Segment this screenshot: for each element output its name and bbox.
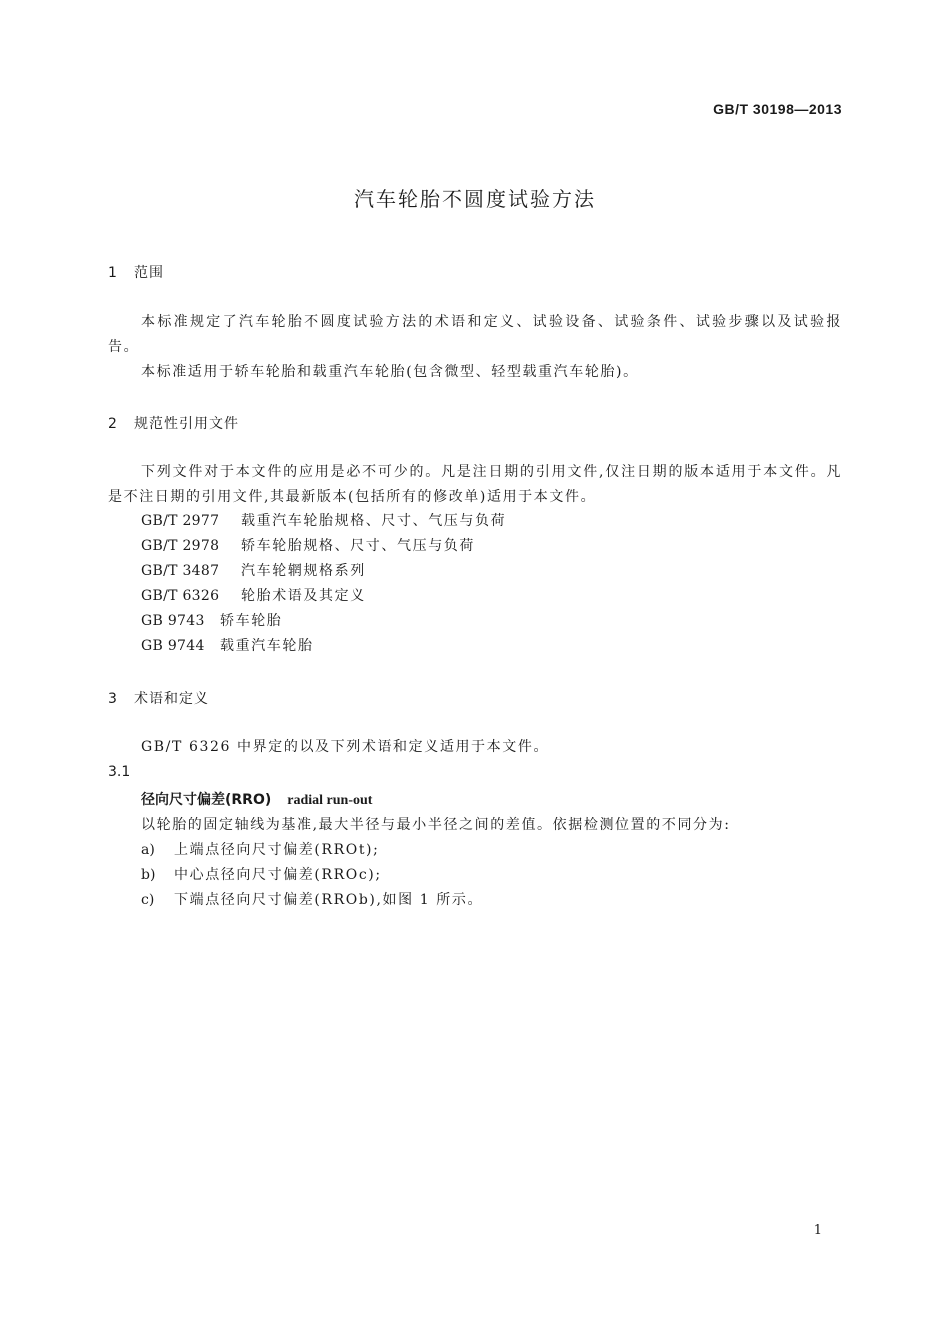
section-1-number: 1: [108, 265, 117, 281]
reference-code: GB/T 3487: [141, 563, 220, 579]
reference-item: [141, 535, 475, 555]
reference-code: GB 9743: [141, 613, 205, 629]
subsection-number: 3.1: [108, 764, 131, 780]
section-3-heading: [108, 688, 209, 708]
term-heading: [141, 789, 372, 809]
section-1-paragraph-1: 本标准规定了汽车轮胎不圆度试验方法的术语和定义、试验设备、试验条件、试验步骤以及试验报告。: [108, 314, 842, 355]
document-title: 汽车轮胎不圆度试验方法: [354, 187, 596, 211]
list-text: 中心点径向尺寸偏差(RROc);: [174, 867, 382, 883]
reference-code: GB/T 2978: [141, 538, 220, 554]
reference-code: GB/T 2977: [141, 513, 220, 529]
list-marker: a): [141, 842, 155, 858]
reference-item: [141, 610, 282, 630]
section-3-intro: GB/T 6326 中界定的以及下列术语和定义适用于本文件。: [141, 739, 550, 755]
term-chinese: 径向尺寸偏差(RRO): [141, 792, 272, 808]
reference-code: GB/T 6326: [141, 588, 220, 604]
term-definition: 以轮胎的固定轴线为基准,最大半径与最小半径之间的差值。依据检测位置的不同分为:: [141, 817, 731, 833]
term-english: radial run-out: [287, 793, 373, 808]
section-2-intro: 下列文件对于本文件的应用是必不可少的。凡是注日期的引用文件,仅注日期的版本适用于本文件。凡是不注日期的引用文件,其最新版本(包括所有的修改单)适用于本文件。: [108, 464, 842, 505]
reference-item: [141, 560, 366, 580]
section-2-title: 规范性引用文件: [134, 416, 239, 432]
reference-title: 轮胎术语及其定义: [241, 588, 366, 604]
section-1-paragraph-2: 本标准适用于轿车轮胎和载重汽车轮胎(包含微型、轻型载重汽车轮胎)。: [141, 364, 639, 380]
list-item: [141, 839, 379, 859]
section-1-heading: [108, 262, 164, 282]
section-3-number: 3: [108, 691, 117, 707]
reference-code: GB 9744: [141, 638, 205, 654]
list-marker: c): [141, 892, 155, 908]
reference-title: 轿车轮胎规格、尺寸、气压与负荷: [241, 538, 475, 554]
reference-title: 汽车轮辋规格系列: [241, 563, 366, 579]
reference-title: 载重汽车轮胎规格、尺寸、气压与负荷: [241, 513, 507, 529]
list-item: [141, 889, 483, 909]
reference-item: [141, 585, 366, 605]
section-2-heading: [108, 413, 239, 433]
list-text: 下端点径向尺寸偏差(RROb),如图 1 所示。: [174, 892, 484, 908]
reference-title: 轿车轮胎: [220, 613, 283, 629]
section-1-title: 范围: [134, 265, 164, 281]
list-marker: b): [141, 867, 156, 883]
list-text: 上端点径向尺寸偏差(RROt);: [174, 842, 380, 858]
page-number: 1: [813, 1223, 822, 1238]
reference-item: [141, 510, 506, 530]
reference-title: 载重汽车轮胎: [220, 638, 314, 654]
reference-item: [141, 635, 314, 655]
standard-number: GB/T 30198—2013: [713, 101, 842, 117]
list-item: [141, 864, 382, 884]
section-3-title: 术语和定义: [134, 691, 209, 707]
section-2-number: 2: [108, 416, 117, 432]
